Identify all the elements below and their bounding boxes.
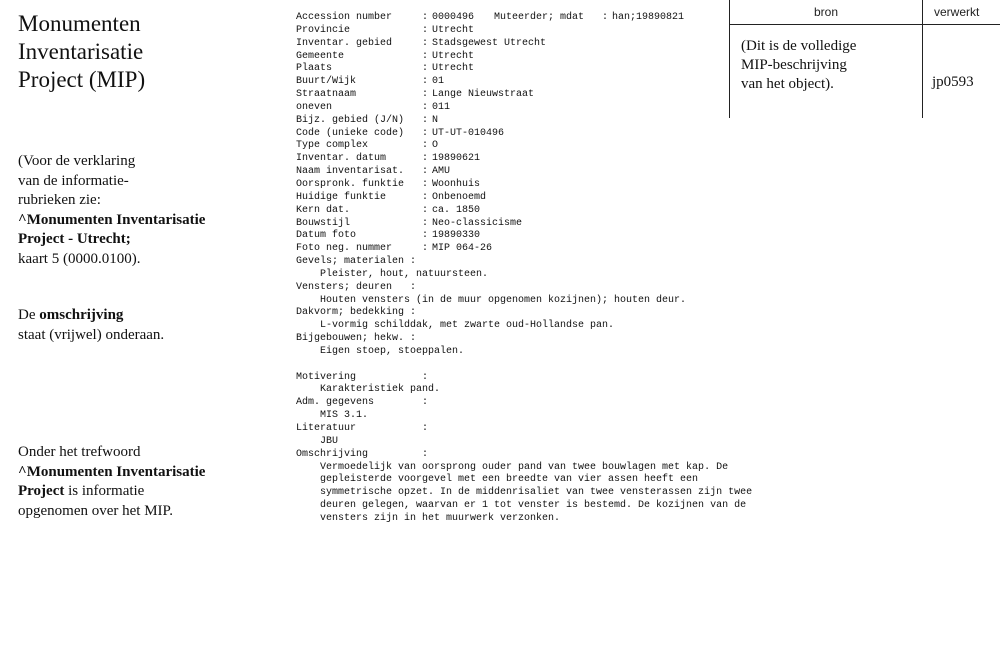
- field-value: Lange Nieuwstraat: [432, 89, 535, 101]
- header-bron: bron: [814, 5, 839, 19]
- field-separator: :: [422, 24, 429, 36]
- keyword-line: opgenomen over het MIP.: [18, 502, 173, 519]
- field-label: Type complex: [296, 140, 369, 152]
- description-note: [18, 306, 164, 345]
- section-label: Motivering: [296, 371, 357, 383]
- section-text-row: [296, 269, 752, 282]
- title-line-1: Monumenten: [18, 11, 141, 36]
- keyword-line: is informatie: [64, 483, 145, 499]
- field-separator: :: [422, 371, 429, 383]
- section-text-row: [296, 410, 752, 423]
- section-text-row: [296, 295, 752, 308]
- field-value: N: [432, 114, 439, 126]
- record-field-row: [296, 153, 752, 166]
- field-label: Provincie: [296, 24, 351, 36]
- field-separator: :: [422, 178, 429, 190]
- field-separator: :: [422, 127, 429, 139]
- bron-line: MIP-beschrijving: [741, 57, 847, 73]
- field-value: Woonhuis: [432, 178, 481, 190]
- description-keyword: omschrijving: [39, 307, 124, 323]
- field-label: Bouwstijl: [296, 217, 351, 229]
- field-separator: :: [422, 63, 429, 75]
- bron-table: [729, 0, 1000, 118]
- field-label: Inventar. gebied: [296, 37, 393, 49]
- field-separator: :: [602, 12, 609, 23]
- title-line-3: Project (MIP): [18, 67, 146, 92]
- section-label-row: [296, 372, 752, 385]
- keyword-line: Onder het trefwoord: [18, 444, 141, 460]
- section-text-row: [296, 500, 752, 513]
- field-value: O: [432, 140, 439, 152]
- section-label: Adm. gegevens: [296, 397, 375, 409]
- legend-line: van de informatie-: [18, 172, 129, 189]
- field-separator: :: [422, 397, 429, 409]
- field-label: Plaats: [296, 63, 333, 75]
- field-value: ca. 1850: [432, 204, 481, 216]
- section-text: Houten vensters (in de muur opgenomen kozijnen); houten deur.: [320, 294, 687, 306]
- field-separator: :: [422, 76, 429, 88]
- field-label: Bijz. gebied (J/N): [296, 114, 405, 126]
- record-field-row: [296, 38, 752, 51]
- section-text: L-vormig schilddak, met zwarte oud-Hollandse pan.: [320, 320, 615, 332]
- section-text-row: [296, 320, 752, 333]
- section-text-row: [296, 474, 752, 487]
- bron-line: (Dit is de volledige: [741, 38, 857, 54]
- field-separator: :: [422, 448, 429, 460]
- table-header-border: [729, 24, 1000, 25]
- section-text: Vermoedelijk van oorsprong ouder pand van twee bouwlagen met kap. De: [320, 461, 729, 473]
- field-value: Onbenoemd: [432, 191, 487, 203]
- field-separator: :: [422, 204, 429, 216]
- record-field-row: [296, 128, 752, 141]
- record-field-row: [296, 89, 752, 102]
- legend-line: kaart 5 (0000.0100).: [18, 250, 141, 267]
- field-separator: :: [422, 217, 429, 229]
- field-value: Utrecht: [432, 50, 475, 62]
- field-separator: :: [422, 191, 429, 203]
- section-label: Dakvorm; bedekking :: [296, 307, 417, 319]
- section-text-row: [296, 462, 752, 475]
- record-field-row: [296, 179, 752, 192]
- page-title: [18, 10, 145, 94]
- record-field-row: [296, 25, 752, 38]
- section-label: Omschrijving: [296, 448, 369, 460]
- description-prefix: De: [18, 307, 40, 323]
- section-label: Vensters; deuren :: [296, 281, 417, 293]
- field-label: Buurt/Wijk: [296, 76, 357, 88]
- section-text: symmetrische opzet. In de middenrisaliet van twee vensterassen zijn twee: [320, 487, 753, 499]
- field-label: Datum foto: [296, 230, 357, 242]
- section-text-row: [296, 513, 752, 526]
- field-label: Accession number: [296, 12, 393, 23]
- section-label: Literatuur: [296, 423, 357, 434]
- record-gap: [296, 359, 752, 372]
- bron-line: van het object).: [741, 76, 834, 92]
- record-field-row: [296, 243, 752, 256]
- record-field-row: [296, 192, 752, 205]
- field-separator: :: [422, 243, 429, 255]
- record-field-row: [296, 51, 752, 64]
- title-line-2: Inventarisatie: [18, 39, 144, 64]
- record-field-row: [296, 218, 752, 231]
- keyword-note: [18, 443, 205, 521]
- legend-note: [18, 152, 205, 269]
- header-verwerkt: verwerkt: [934, 5, 980, 19]
- field-label: Gemeente: [296, 50, 345, 62]
- section-label-row: [296, 397, 752, 410]
- record-field-row: [296, 230, 752, 243]
- table-border-middle: [922, 0, 923, 118]
- field-label: Inventar. datum: [296, 153, 387, 165]
- section-label-row: [296, 423, 752, 436]
- field-value: 19890330: [432, 230, 481, 242]
- field-value: UT-UT-010496: [432, 127, 505, 139]
- field-label: Muteerder; mdat: [494, 12, 585, 23]
- field-separator: :: [422, 114, 429, 126]
- legend-line: rubrieken zie:: [18, 192, 101, 208]
- record-field-row: [296, 166, 752, 179]
- section-text: deuren gelegen, waarvan er 1 tot venster is bestemd. De kozijnen van de: [320, 500, 747, 512]
- field-separator: :: [422, 166, 429, 178]
- legend-reference-link[interactable]: ^Monumenten Inventarisatie: [18, 211, 206, 228]
- section-label: Gevels; materialen :: [296, 256, 417, 268]
- keyword-reference-link[interactable]: ^Monumenten Inventarisatie: [18, 463, 206, 480]
- record-field-row: [296, 102, 752, 115]
- section-text-row: [296, 346, 752, 359]
- field-label: Straatnaam: [296, 89, 357, 101]
- field-label: Huidige funktie: [296, 191, 387, 203]
- record-field-row: [296, 63, 752, 76]
- field-value: 19890621: [432, 153, 481, 165]
- record-field-row: [296, 76, 752, 89]
- field-value: AMU: [432, 166, 451, 178]
- section-label: Bijgebouwen; hekw. :: [296, 333, 417, 345]
- mip-record: [296, 12, 752, 526]
- section-text: gepleisterde voorgevel met een breedte van vier assen heeft een: [320, 474, 699, 486]
- field-separator: :: [422, 50, 429, 62]
- section-text: Pleister, hout, natuursteen.: [320, 268, 489, 280]
- section-text: vensters zijn in het muurwerk verzonken.: [320, 512, 561, 524]
- field-label: Code (unieke code): [296, 127, 405, 139]
- field-separator: :: [422, 89, 429, 101]
- description-line: staat (vrijwel) onderaan.: [18, 326, 165, 343]
- section-text-row: [296, 384, 752, 397]
- field-value: han;19890821: [612, 12, 685, 23]
- field-label: Foto neg. nummer: [296, 243, 393, 255]
- field-label: Oorspronk. funktie: [296, 178, 405, 190]
- field-label: Kern dat.: [296, 204, 351, 216]
- field-separator: :: [422, 230, 429, 242]
- field-label: Naam inventarisat.: [296, 166, 405, 178]
- keyword-reference-link-cont[interactable]: Project: [18, 483, 65, 499]
- field-separator: :: [422, 140, 429, 152]
- field-value: 0000496: [432, 12, 475, 23]
- section-text-row: [296, 487, 752, 500]
- legend-reference-link-cont[interactable]: Project - Utrecht;: [18, 231, 131, 247]
- field-value: Utrecht: [432, 24, 475, 36]
- field-separator: :: [422, 37, 429, 49]
- record-field-row: [296, 115, 752, 128]
- field-separator: :: [422, 423, 429, 434]
- field-value: 01: [432, 76, 445, 88]
- field-value: MIP 064-26: [432, 243, 493, 255]
- field-value: Utrecht: [432, 63, 475, 75]
- field-separator: :: [422, 101, 429, 113]
- legend-line: (Voor de verklaring: [18, 153, 136, 169]
- record-field-row: [296, 205, 752, 218]
- field-separator: :: [422, 153, 429, 165]
- section-text: Eigen stoep, stoeppalen.: [320, 345, 465, 357]
- field-value: Stadsgewest Utrecht: [432, 37, 547, 49]
- section-text: Karakteristiek pand.: [320, 384, 441, 396]
- field-label: oneven: [296, 101, 333, 113]
- record-field-row: [296, 12, 752, 25]
- table-border-left: [729, 0, 730, 118]
- field-value: Neo-classicisme: [432, 217, 523, 229]
- field-value: 011: [432, 101, 451, 113]
- section-label-row: [296, 449, 752, 462]
- verwerkt-value: jp0593: [932, 74, 974, 90]
- section-text-row: [296, 436, 752, 449]
- section-text: JBU: [320, 435, 339, 447]
- record-field-row: [296, 140, 752, 153]
- bron-cell: [741, 37, 856, 94]
- field-separator: :: [422, 12, 429, 23]
- section-text: MIS 3.1.: [320, 410, 369, 422]
